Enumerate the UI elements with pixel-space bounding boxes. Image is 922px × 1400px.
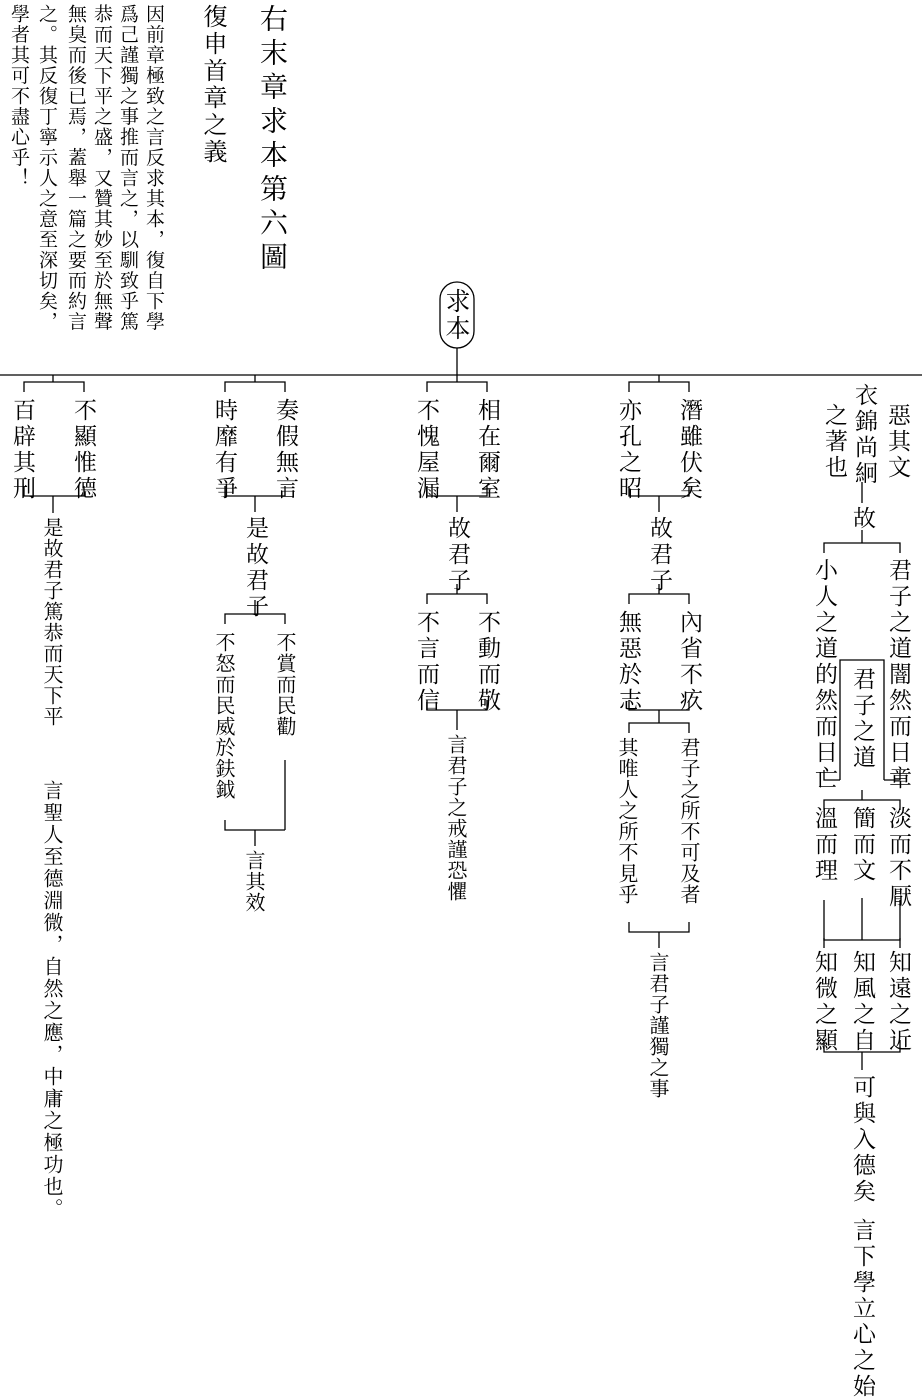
col4-e: 不怒而民威於鈇鉞 — [212, 632, 236, 800]
col2-c: 故君子 — [646, 516, 672, 594]
col1-c: 之著也 — [821, 403, 847, 481]
col3-e: 不言而信 — [413, 610, 439, 714]
col2-b: 亦孔之昭 — [615, 398, 641, 502]
intro-line: 爲己謹獨之事推而言之，以馴致乎篤 — [116, 4, 139, 332]
col1-n: 言下學立心之始 — [849, 1218, 875, 1400]
root-node: 求本 — [442, 288, 471, 342]
intro-line: 無臭而後已焉，蓋舉一篇之要而約言 — [64, 4, 87, 332]
col3-c: 故君子 — [444, 516, 470, 594]
col1-b: 衣錦尚絅 — [851, 383, 877, 487]
col5-b: 百辟其刑 — [9, 398, 35, 502]
col1-i: 溫而理 — [811, 806, 837, 884]
col4-a: 奏假無言 — [272, 398, 298, 502]
col2-h: 言君子謹獨之事 — [646, 952, 670, 1099]
col3-a: 相在爾室 — [474, 398, 500, 502]
col1-k: 知風之自 — [849, 950, 875, 1054]
col1-d: 君子之道闇然而日章 — [885, 558, 911, 792]
col2-g: 其唯人之所不見乎 — [615, 737, 639, 905]
col4-b: 時靡有爭 — [211, 398, 237, 502]
col1-h: 簡而文 — [849, 806, 875, 884]
col5-d: 言聖人至德淵微，自然之應，中庸之極功也。 — [40, 780, 64, 1220]
intro-line: 學者其可不盡心乎！ — [7, 4, 30, 189]
col1-g: 淡而不厭 — [885, 806, 911, 910]
page-title: 右末章求本第六圖 — [256, 4, 289, 276]
col3-d: 不動而敬 — [474, 610, 500, 714]
col2-d: 內省不疚 — [676, 610, 702, 714]
intro-line: 因前章極致之言反求其本，復自下學 — [142, 4, 165, 332]
col4-c: 是故君子 — [242, 516, 268, 620]
col1-f: 君子之道 — [849, 667, 875, 771]
intro-line: 恭而天下平之盛，又贊其妙至於無聲 — [90, 4, 113, 332]
col1-a: 惡其文 — [884, 403, 910, 481]
col1-gu: 故 — [849, 506, 875, 532]
col2-f: 君子之所不可及者 — [677, 737, 701, 905]
col5-a: 不顯惟德 — [70, 398, 96, 502]
col2-e: 無惡於志 — [615, 610, 641, 714]
col4-d: 不賞而民勸 — [273, 632, 297, 737]
col1-l: 知微之顯 — [811, 950, 837, 1054]
col5-c: 是故君子篤恭而天下平 — [40, 517, 64, 727]
col3-f: 言君子之戒謹恐懼 — [444, 734, 468, 902]
col2-a: 潛雖伏矣 — [676, 398, 702, 502]
col1-m: 可與入德矣 — [849, 1075, 875, 1205]
intro-line: 之。其反復丁寧示人之意至深切矣， — [35, 4, 58, 332]
col4-f: 言其效 — [242, 850, 266, 913]
col3-b: 不愧屋漏 — [413, 398, 439, 502]
col1-e: 小人之道的然而日亡 — [811, 558, 837, 792]
col1-j: 知遠之近 — [885, 950, 911, 1054]
page-subtitle: 復申首章之義 — [199, 4, 227, 166]
